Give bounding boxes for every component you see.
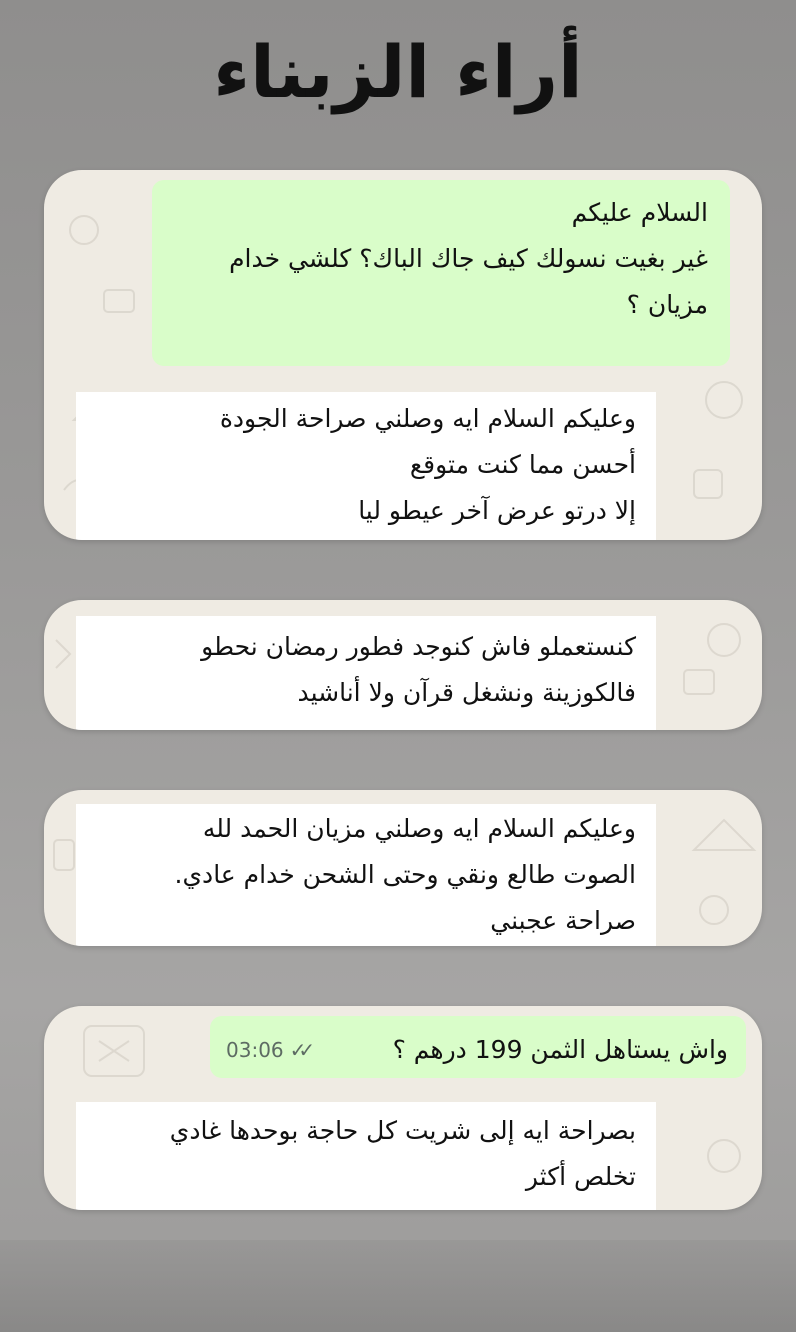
message-line: وعليكم السلام ايه وصلني صراحة الجودة (219, 404, 636, 433)
incoming-message[interactable] (76, 616, 656, 730)
outgoing-message[interactable] (210, 1016, 746, 1078)
chat-card-4 (44, 1006, 762, 1210)
message-meta (226, 1027, 307, 1073)
message-line: الصوت طالع ونقي وحتى الشحن خدام عادي. (174, 860, 636, 889)
message-line: إلا درتو عرض آخر عيطو ليا (358, 496, 636, 525)
message-line: السلام عليكم (571, 198, 708, 227)
message-line: بصراحة ايه إلى شريت كل حاجة بوحدها غادي (169, 1116, 636, 1145)
incoming-message[interactable] (76, 1102, 656, 1210)
message-text: واش يستاهل الثمن 199 درهم ؟ (392, 1035, 728, 1064)
message-line: فالكوزينة ونشغل قرآن ولا أناشيد (297, 678, 636, 707)
double-check-icon: ✓✓ (289, 1038, 308, 1062)
message-line: مزيان ؟ (626, 290, 708, 319)
message-line: كنستعملو فاش كنوجد فطور رمضان نحطو (201, 632, 636, 661)
chat-card-1 (44, 170, 762, 540)
incoming-message[interactable] (76, 804, 656, 946)
chat-card-2 (44, 600, 762, 730)
chat-card-3 (44, 790, 762, 946)
message-line: صراحة عجبني (490, 906, 636, 935)
incoming-message[interactable] (76, 392, 656, 540)
page-title: أراء الزبناء (213, 30, 583, 114)
bottom-shading (0, 1240, 796, 1332)
outgoing-message[interactable] (152, 180, 730, 366)
message-line: تخلص أكثر (525, 1162, 636, 1191)
message-line: أحسن مما كنت متوقع (409, 450, 636, 479)
message-line: وعليكم السلام ايه وصلني مزيان الحمد لله (202, 814, 636, 843)
message-time: 03:06 (226, 1038, 284, 1062)
message-line: غير بغيت نسولك كيف جاك الباك؟ كلشي خدام (229, 244, 708, 273)
